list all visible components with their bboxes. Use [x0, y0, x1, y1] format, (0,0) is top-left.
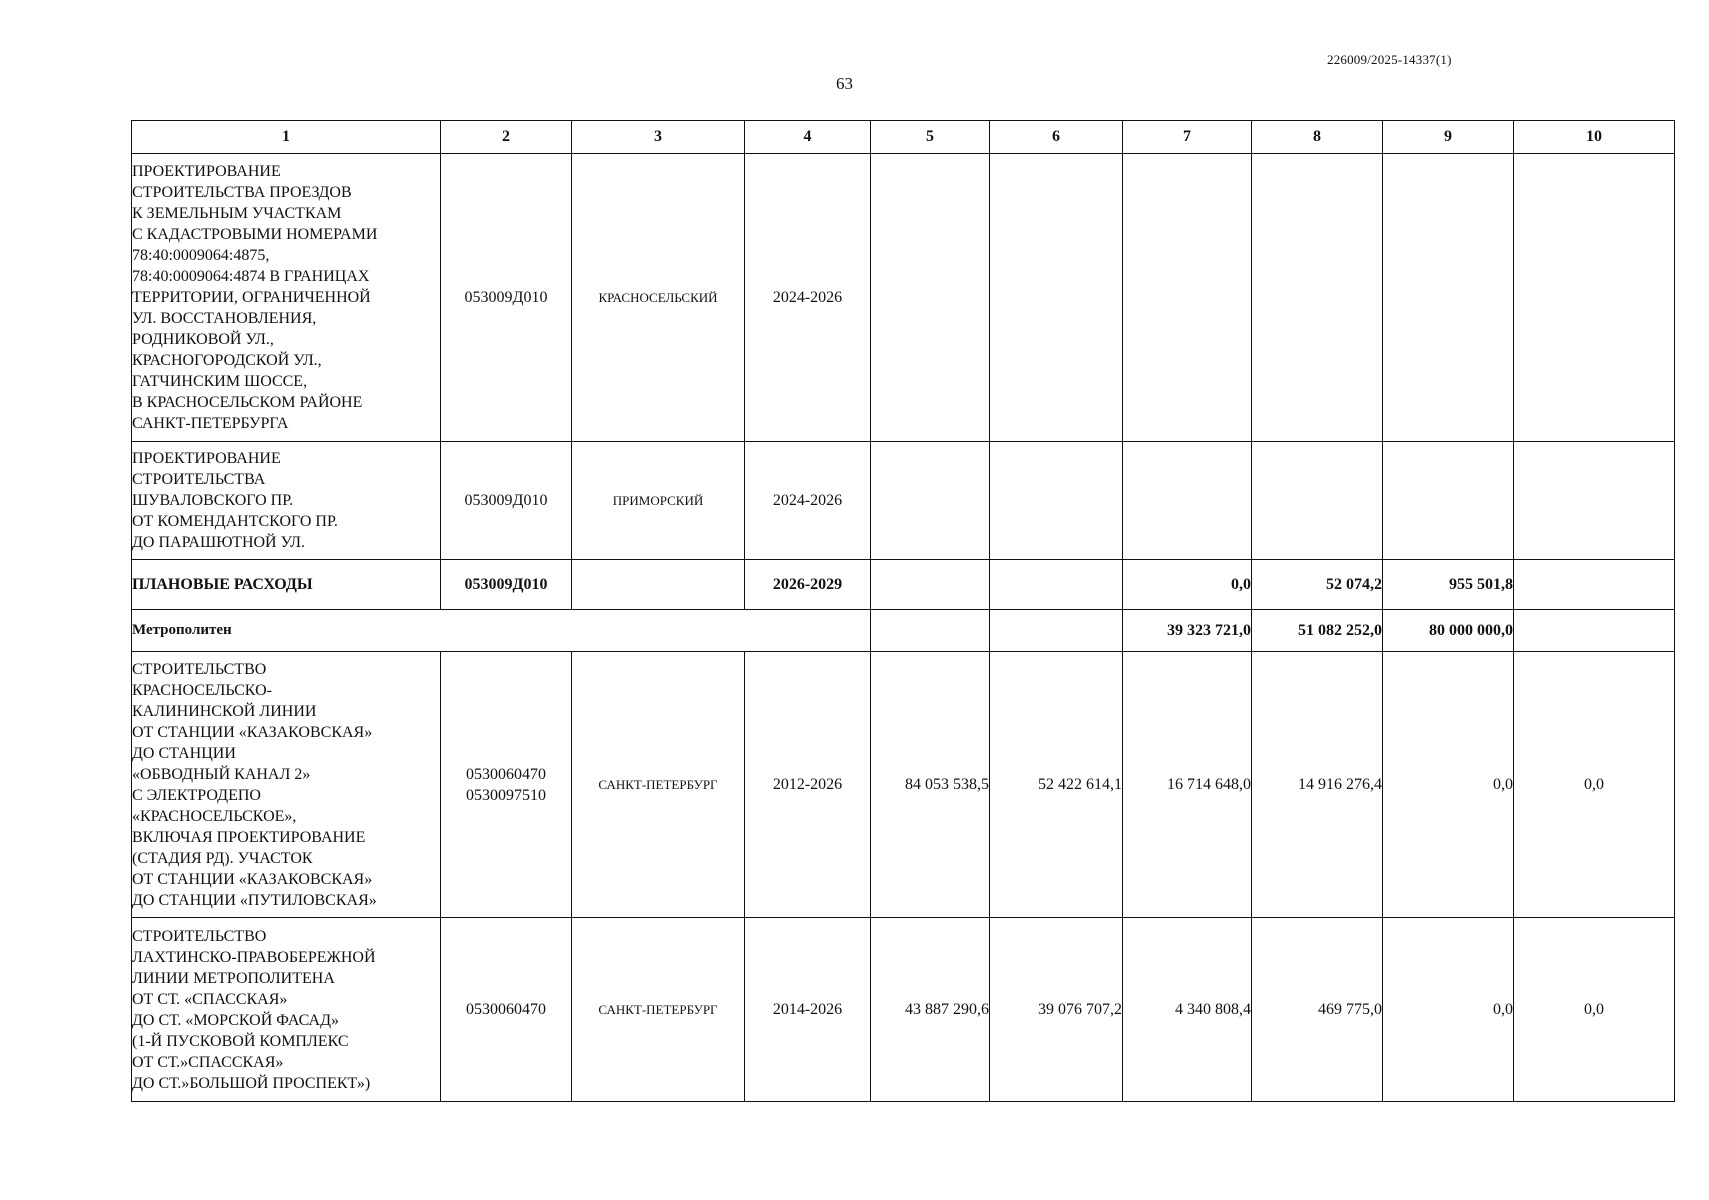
value-cell-7: 0,0 — [1123, 560, 1252, 610]
value-cell-6 — [990, 442, 1123, 560]
district-cell: ПРИМОРСКИЙ — [572, 442, 745, 560]
value-cell-10 — [1514, 154, 1675, 442]
document-id: 226009/2025-14337(1) — [1327, 52, 1452, 67]
value-cell-10: 0,0 — [1514, 652, 1675, 918]
value-cell-10 — [1514, 610, 1675, 652]
column-header: 2 — [441, 121, 572, 154]
value-cell-6: 52 422 614,1 — [990, 652, 1123, 918]
value-cell-6 — [990, 610, 1123, 652]
table-header-row — [132, 121, 1675, 154]
value-cell-5 — [871, 610, 990, 652]
value-cell-8: 14 916 276,4 — [1252, 652, 1383, 918]
value-cell-6 — [990, 560, 1123, 610]
value-cell-8: 52 074,2 — [1252, 560, 1383, 610]
value-cell-5 — [871, 442, 990, 560]
value-cell-9 — [1383, 442, 1514, 560]
value-cell-7: 16 714 648,0 — [1123, 652, 1252, 918]
table-row — [132, 154, 1675, 442]
column-header: 8 — [1252, 121, 1383, 154]
table-row-planned-expenses — [132, 560, 1675, 610]
value-cell-9: 0,0 — [1383, 652, 1514, 918]
period-cell: 2026-2029 — [745, 560, 871, 610]
column-header: 10 — [1514, 121, 1675, 154]
page-number: 63 — [836, 74, 853, 93]
value-cell-7: 39 323 721,0 — [1123, 610, 1252, 652]
value-cell-7 — [1123, 154, 1252, 442]
district-cell: САНКТ-ПЕТЕРБУРГ — [572, 918, 745, 1102]
value-cell-6: 39 076 707,2 — [990, 918, 1123, 1102]
value-cell-9: 955 501,8 — [1383, 560, 1514, 610]
value-cell-9: 80 000 000,0 — [1383, 610, 1514, 652]
value-cell-7: 4 340 808,4 — [1123, 918, 1252, 1102]
budget-code-cell: 0530060470 0530097510 — [441, 652, 572, 918]
budget-code-cell: 053009Д010 — [441, 560, 572, 610]
column-header: 1 — [132, 121, 441, 154]
budget-table — [131, 120, 1675, 1102]
column-header: 5 — [871, 121, 990, 154]
column-header: 7 — [1123, 121, 1252, 154]
value-cell-5 — [871, 560, 990, 610]
object-name-cell: ПЛАНОВЫЕ РАСХОДЫ — [132, 560, 441, 610]
column-header: 4 — [745, 121, 871, 154]
value-cell-8 — [1252, 154, 1383, 442]
value-cell-5 — [871, 154, 990, 442]
district-cell: САНКТ-ПЕТЕРБУРГ — [572, 652, 745, 918]
object-name-cell: СТРОИТЕЛЬСТВО КРАСНОСЕЛЬСКО- КАЛИНИНСКОЙ ЛИНИИ ОТ СТАНЦИИ «КАЗАКОВСКАЯ» ДО СТАНЦИИ «ОБВОДНЫЙ КАНАЛ 2» С ЭЛЕКТРОДЕПО «КРАСНОСЕЛЬСКОЕ», ВКЛЮЧАЯ ПРОЕКТИРОВАНИЕ (СТАДИЯ РД). УЧАСТОК ОТ СТАНЦИИ «КАЗАКОВСКАЯ» ДО СТАНЦИИ «ПУТИЛОВСКАЯ» — [132, 652, 441, 918]
period-cell: 2024-2026 — [745, 442, 871, 560]
value-cell-8 — [1252, 442, 1383, 560]
column-header: 3 — [572, 121, 745, 154]
value-cell-10 — [1514, 442, 1675, 560]
table-section-row — [132, 610, 1675, 652]
period-cell: 2012-2026 — [745, 652, 871, 918]
district-cell: КРАСНОСЕЛЬСКИЙ — [572, 154, 745, 442]
object-name-cell: ПРОЕКТИРОВАНИЕ СТРОИТЕЛЬСТВА ШУВАЛОВСКОГО ПР. ОТ КОМЕНДАНТСКОГО ПР. ДО ПАРАШЮТНОЙ УЛ. — [132, 442, 441, 560]
object-name-cell: СТРОИТЕЛЬСТВО ЛАХТИНСКО-ПРАВОБЕРЕЖНОЙ ЛИНИИ МЕТРОПОЛИТЕНА ОТ СТ. «СПАССКАЯ» ДО СТ. «МОРСКОЙ ФАСАД» (1-Й ПУСКОВОЙ КОМПЛЕКС ОТ СТ.»СПАССКАЯ» ДО СТ.»БОЛЬШОЙ ПРОСПЕКТ») — [132, 918, 441, 1102]
value-cell-8: 51 082 252,0 — [1252, 610, 1383, 652]
value-cell-8: 469 775,0 — [1252, 918, 1383, 1102]
value-cell-10: 0,0 — [1514, 918, 1675, 1102]
value-cell-9 — [1383, 154, 1514, 442]
budget-code-cell: 053009Д010 — [441, 154, 572, 442]
district-cell — [572, 560, 745, 610]
table-row — [132, 442, 1675, 560]
value-cell-5: 84 053 538,5 — [871, 652, 990, 918]
column-header: 6 — [990, 121, 1123, 154]
budget-code-cell: 053009Д010 — [441, 442, 572, 560]
value-cell-9: 0,0 — [1383, 918, 1514, 1102]
table-row — [132, 652, 1675, 918]
value-cell-6 — [990, 154, 1123, 442]
period-cell: 2024-2026 — [745, 154, 871, 442]
section-title-cell: Метрополитен — [132, 610, 871, 652]
value-cell-5: 43 887 290,6 — [871, 918, 990, 1102]
value-cell-7 — [1123, 442, 1252, 560]
table-row — [132, 918, 1675, 1102]
budget-code-cell: 0530060470 — [441, 918, 572, 1102]
object-name-cell: ПРОЕКТИРОВАНИЕ СТРОИТЕЛЬСТВА ПРОЕЗДОВ К ЗЕМЕЛЬНЫМ УЧАСТКАМ С КАДАСТРОВЫМИ НОМЕРАМИ 78:40:0009064:4875, 78:40:0009064:4874 В ГРАНИЦАХ ТЕРРИТОРИИ, ОГРАНИЧЕННОЙ УЛ. ВОССТАНОВЛЕНИЯ, РОДНИКОВОЙ УЛ., КРАСНОГОРОДСКОЙ УЛ., ГАТЧИНСКИМ ШОССЕ, В КРАСНОСЕЛЬСКОМ РАЙОНЕ САНКТ-ПЕТЕРБУРГА — [132, 154, 441, 442]
period-cell: 2014-2026 — [745, 918, 871, 1102]
column-header: 9 — [1383, 121, 1514, 154]
value-cell-10 — [1514, 560, 1675, 610]
